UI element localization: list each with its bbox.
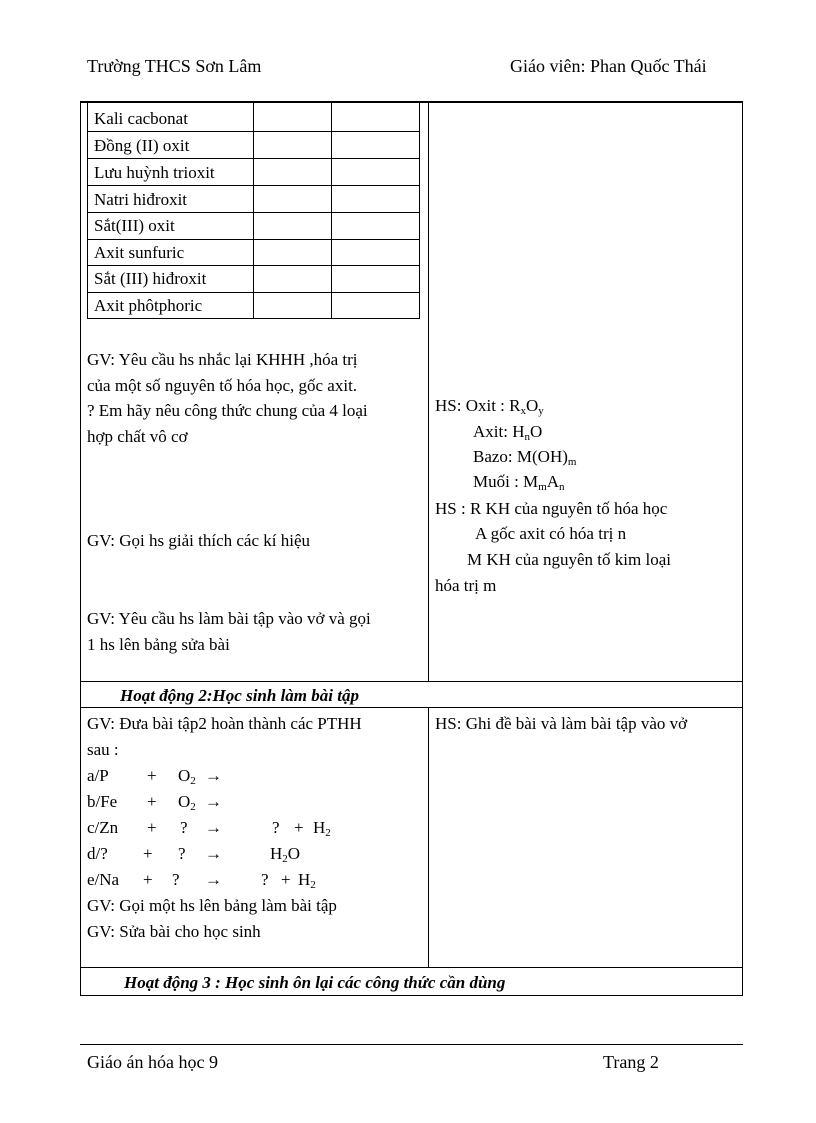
sub-n: n (524, 431, 530, 443)
eq-plus: + (147, 766, 157, 785)
eq-o: O (287, 844, 301, 863)
ct-left (87, 103, 88, 319)
gv-text: GV: Gọi hs giải thích các kí hiệu (87, 531, 310, 550)
sub-n: n (559, 481, 565, 493)
eq-question: ? (178, 844, 186, 863)
footer-subject: Giáo án hóa học 9 (87, 1052, 218, 1072)
row-divider-1 (80, 681, 743, 682)
eq-question: ? (172, 870, 180, 889)
ct-right (419, 103, 420, 319)
eq-h: H (270, 844, 283, 863)
eq-o2 (178, 792, 196, 812)
eq-sub: 2 (190, 775, 196, 787)
footer-rule (80, 1044, 743, 1045)
sub-m: m (567, 456, 577, 468)
table-top-border (80, 101, 743, 103)
compound-row: Kali cacbonat (94, 109, 188, 128)
formula-oxit (435, 396, 544, 416)
eq-label: a/P (87, 766, 109, 785)
formula-axit (473, 422, 542, 442)
hs-text: A gốc axit có hóa trị n (475, 524, 627, 543)
eq-h2 (313, 818, 331, 838)
ct-col2 (331, 103, 332, 319)
formula-bazo (473, 447, 576, 467)
gv-text: GV: Sửa bài cho học sinh (87, 922, 261, 941)
formula-muoi (473, 472, 565, 492)
compound-row: Sắt(III) oxit (94, 216, 175, 235)
eq-o: O (178, 766, 191, 785)
compound-row: Axit sunfuric (94, 243, 185, 262)
eq-plus: + (281, 870, 291, 889)
eq-label: e/Na (87, 870, 120, 889)
eq-plus: + (147, 818, 157, 837)
arrow-icon: → (205, 766, 222, 785)
gv-text: GV: Đưa bài tập2 hoàn thành các PTHH (87, 714, 362, 733)
eq-sub: 2 (310, 879, 316, 891)
arrow-icon: → (205, 818, 222, 837)
ct-col1 (253, 103, 254, 319)
eq-question: ? (261, 870, 269, 889)
column-divider-1 (428, 101, 429, 682)
eq-label: d/? (87, 844, 108, 863)
gv-text: GV: Yêu cầu hs nhắc lại KHHH ,hóa trị (87, 350, 358, 369)
muoi-a: A (546, 472, 560, 491)
eq-o2 (178, 766, 196, 786)
column-divider-2 (428, 707, 429, 968)
eq-sub: 2 (325, 827, 331, 839)
eq-plus: + (294, 818, 304, 837)
gv-text: của một số nguyên tố hóa học, gốc axit. (87, 376, 358, 395)
eq-o: O (178, 792, 191, 811)
eq-h2o (270, 844, 300, 864)
axit-label: Axit: H (473, 422, 525, 441)
oxit-label: HS: Oxit : R (435, 396, 521, 415)
eq-sub: 2 (282, 853, 288, 865)
eq-h: H (298, 870, 311, 889)
compound-row: Axit phôtphoric (94, 296, 203, 315)
gv-text: 1 hs lên bảng sửa bài (87, 635, 230, 654)
eq-label: c/Zn (87, 818, 119, 837)
compound-row: Natri hiđroxit (94, 190, 188, 209)
compound-row: Sắt (III) hiđroxit (94, 269, 207, 288)
hs-text: hóa trị m (435, 576, 497, 595)
footer-page: Trang 2 (603, 1052, 659, 1072)
compound-row: Đồng (II) oxit (94, 136, 190, 155)
activity2-title: Hoạt động 2:Học sinh làm bài tập (120, 686, 359, 705)
hs-text: HS: Ghi đề bài và làm bài tập vào vở (435, 714, 688, 733)
axit-o: O (529, 422, 543, 441)
sub-x: x (520, 405, 526, 417)
hs-text: M KH của nguyên tố kim loại (467, 550, 671, 569)
question-text: ? Em hãy nêu công thức chung của 4 loại (87, 401, 368, 420)
compound-row: Lưu huỳnh trioxit (94, 163, 215, 182)
question-text: hợp chất vô cơ (87, 427, 188, 446)
table-left-border (80, 101, 81, 996)
gv-text: GV: Gọi một hs lên bảng làm bài tập (87, 896, 337, 915)
oxit-o: O (526, 396, 539, 415)
eq-plus: + (143, 870, 153, 889)
eq-plus: + (143, 844, 153, 863)
eq-question: ? (180, 818, 188, 837)
table-right-border (742, 101, 743, 996)
row-divider-2 (80, 707, 743, 708)
eq-question: ? (272, 818, 280, 837)
sub-y: y (538, 405, 544, 417)
arrow-icon: → (205, 844, 222, 863)
muoi-label: Muối : M (473, 472, 539, 491)
header-school: Trường THCS Sơn Lâm (87, 56, 262, 76)
hs-text: HS : R KH của nguyên tố hóa học (435, 499, 668, 518)
arrow-icon: → (205, 792, 222, 811)
sub-m: m (538, 481, 547, 493)
eq-h2 (298, 870, 316, 890)
row-divider-3 (80, 967, 743, 968)
bazo-label: Bazo: M(OH) (473, 447, 568, 466)
gv-text: sau : (87, 740, 119, 759)
eq-h: H (313, 818, 326, 837)
gv-text: GV: Yêu cầu hs làm bài tập vào vở và gọi (87, 609, 371, 628)
header-teacher: Giáo viên: Phan Quốc Thái (510, 56, 707, 76)
activity3-title: Hoạt động 3 : Học sinh ôn lại các công thức cần dùng (124, 973, 506, 992)
arrow-icon: → (205, 870, 222, 889)
eq-label: b/Fe (87, 792, 118, 811)
eq-sub: 2 (190, 801, 196, 813)
table-bottom-border (80, 995, 743, 996)
eq-plus: + (147, 792, 157, 811)
